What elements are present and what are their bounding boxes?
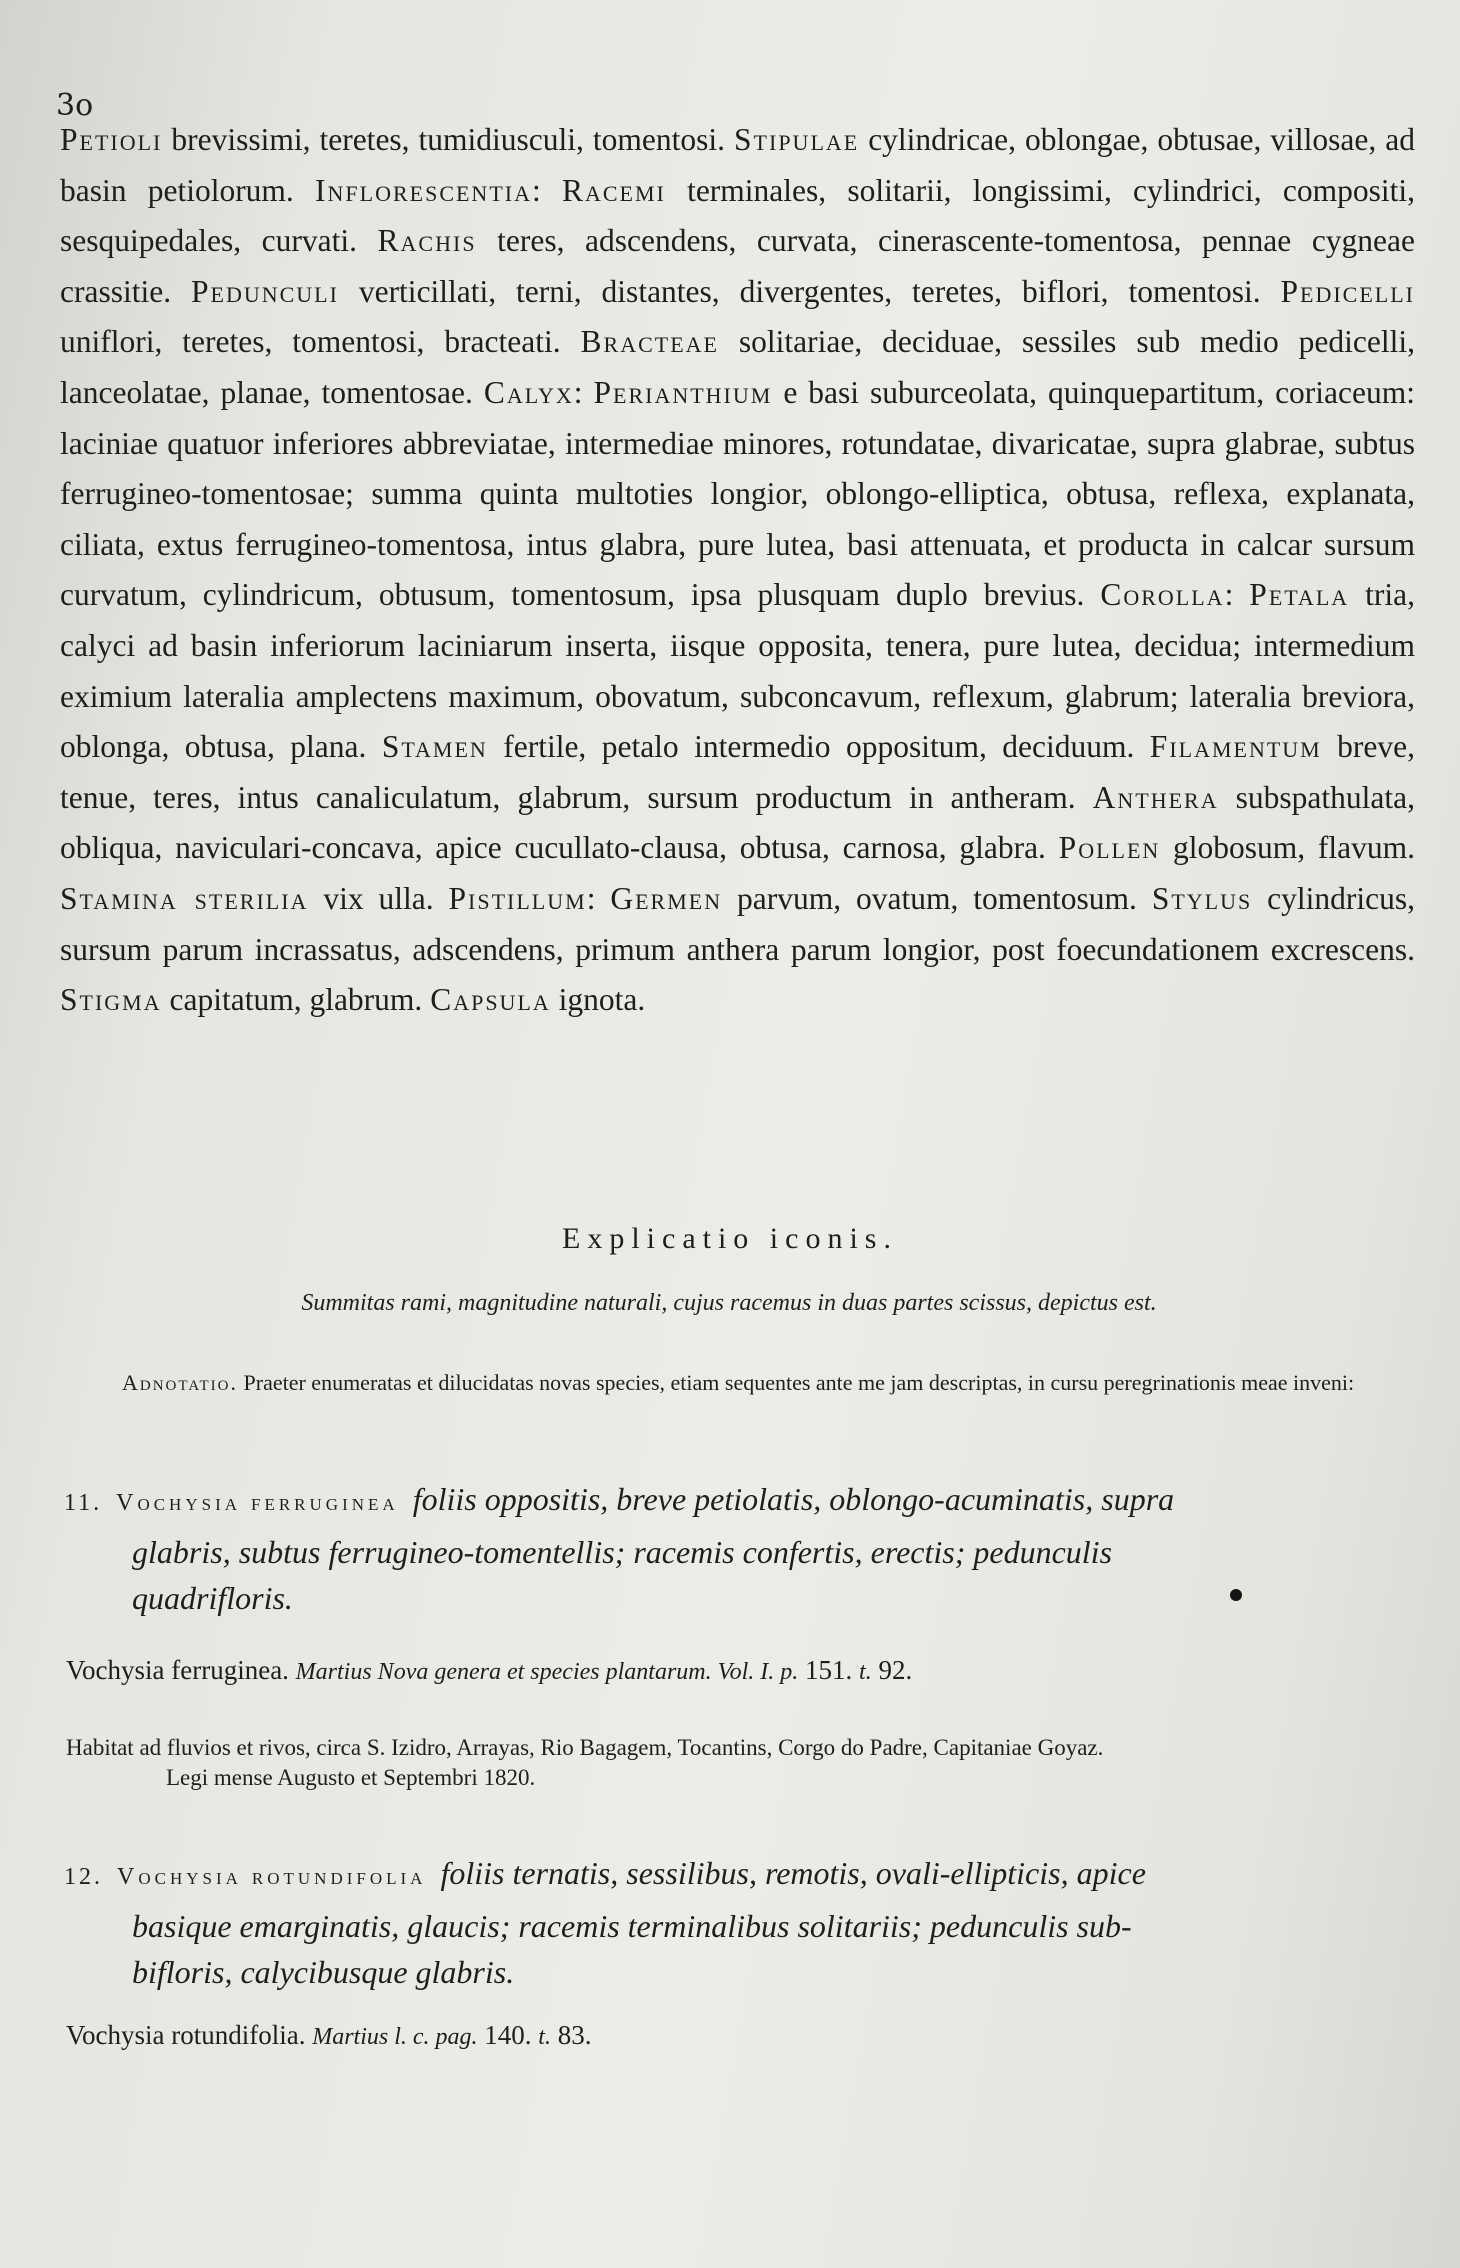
- species-diagnosis-line: foliis oppositis, breve petiolatis, oblongo-acuminatis, supra: [412, 1481, 1175, 1517]
- reference-t-label: t.: [859, 1659, 872, 1685]
- description-text: :: [1224, 577, 1250, 613]
- reference-page: 140.: [484, 2020, 532, 2050]
- description-text: capitatum, glabrum.: [161, 982, 431, 1018]
- description-text: breve, tenue, teres, intus canaliculatum, glabrum, sursum productum in antheram.: [60, 729, 1415, 815]
- description-text: fertile, petalo intermedio oppositum, deciduum.: [487, 729, 1150, 765]
- term-small-caps: Bracteae: [580, 324, 719, 360]
- page-number: 3o: [56, 88, 94, 123]
- term-small-caps: Petioli: [60, 122, 163, 157]
- annotation-lead: Adnotatio.: [122, 1370, 239, 1395]
- description-text: terminales, solitarii, longissimi, cylindrici, compositi, sesquipedales, curvati.: [60, 172, 1415, 259]
- description-text: globosum, flavum.: [1160, 830, 1415, 866]
- term-small-caps: Stigma: [60, 982, 162, 1018]
- description-text: subspathulata, obliqua, naviculari-concava, apice cucullato-clausa, obtusa, carnosa, glabra.: [60, 779, 1416, 866]
- term-small-caps: Rachis: [377, 223, 477, 259]
- annotation-paragraph: [122, 1368, 1417, 1397]
- reference-citation: Martius l. c. pag.: [312, 2024, 478, 2050]
- species-entry-11: [64, 1473, 1414, 1621]
- species-diagnosis-line: glabris, subtus ferrugineo-tomentellis; racemis confertis, erectis; pedunculis: [132, 1534, 1113, 1570]
- term-small-caps: Pistillum: [448, 880, 587, 916]
- reference-plate: 92.: [878, 1655, 913, 1685]
- term-small-caps: Filamentum: [1149, 729, 1322, 765]
- term-small-caps: Perianthium: [593, 374, 773, 410]
- reference-name: Vochysia rotundifolia.: [66, 2020, 306, 2050]
- description-text: brevissimi, teretes, tumidiusculi, tomentosi.: [162, 122, 735, 157]
- reference-page: 151.: [805, 1655, 853, 1685]
- species-entry-12: [64, 1847, 1414, 1995]
- species-name: Vochysia rotundifolia: [117, 1864, 427, 1890]
- species-reference-12: [66, 2020, 1416, 2051]
- description-text: parvum, ovatum, tomentosum.: [722, 880, 1152, 916]
- description-text: :: [531, 172, 562, 208]
- description-text: tria, calyci ad basin inferiorum laciniarum inserta, iisque opposita, tenera, pure lutea, decidua; intermedium eximium lateralia amplectens maximum, obovatum, subconcavum, reflexum, glabrum; lateralia breviora, oblonga, obtusa, plana.: [60, 577, 1415, 765]
- habitat-line: Habitat ad fluvios et rivos, circa S. Izidro, Arrayas, Rio Bagagem, Tocantins, Corgo do Padre, Capitaniae Goyaz.: [66, 1735, 1104, 1760]
- species-diagnosis-line: foliis ternatis, sessilibus, remotis, ovali-ellipticis, apice: [440, 1855, 1146, 1891]
- habitat-line: Legi mense Augusto et Septembri 1820.: [166, 1765, 536, 1790]
- species-number: 12.: [64, 1864, 103, 1890]
- description-text: cylindricus, sursum parum incrassatus, adscendens, primum anthera parum longior, post foecundationem excrescens.: [60, 880, 1415, 967]
- term-small-caps: Pedicelli: [1280, 273, 1415, 309]
- species-name: Vochysia ferruginea: [116, 1490, 399, 1516]
- term-small-caps: Anthera: [1092, 779, 1219, 815]
- habitat-paragraph: [66, 1733, 1426, 1793]
- term-small-caps: Pollen: [1058, 830, 1161, 866]
- description-paragraph: [60, 115, 1415, 1026]
- description-text: vix ulla.: [308, 880, 449, 916]
- description-text: cylindricae, oblongae, obtusae, villosae, ad basin petiolorum.: [60, 122, 1415, 208]
- term-small-caps: Capsula: [430, 982, 551, 1018]
- term-small-caps: Stipulae: [734, 122, 860, 157]
- annotation-text: Praeter enumeratas et dilucidatas novas species, etiam sequentes ante me jam descriptas, in cursu peregrinationis meae inveni:: [238, 1370, 1355, 1395]
- description-text: uniflori, teretes, tomentosi, bracteati.: [60, 324, 581, 360]
- section-heading: Explicatio iconis.: [562, 1222, 898, 1255]
- term-small-caps: Germen: [610, 880, 723, 916]
- reference-t-label: t.: [538, 2024, 551, 2050]
- description-text: e basi suburceolata, quinquepartitum, coriaceum: laciniae quatuor inferiores abbreviatae, intermediae minores, rotundatae, divaricatae, supra glabrae, subtus ferrugineo-tomentosae; summa quinta multoties longior, oblongo-elliptica, obtusa, reflexa, explanata, ciliata, extus ferrugineo-tomentosa, intus glabra, pure lutea, basi attenuata, et producta in calcar sursum curvatum, cylindricum, obtusum, tomentosum, ipsa plusquam duplo brevius.: [60, 374, 1415, 613]
- term-small-caps: Inflorescentia: [315, 172, 532, 208]
- description-text: ignota.: [550, 982, 646, 1018]
- term-small-caps: Calyx: [483, 374, 574, 410]
- ink-spot: [1230, 1589, 1242, 1601]
- term-small-caps: Corolla: [1100, 577, 1225, 613]
- reference-citation: Martius Nova genera et species plantarum. Vol. I. p.: [295, 1659, 799, 1685]
- term-small-caps: Stamina sterilia: [60, 880, 309, 916]
- description-text: teres, adscendens, curvata, cinerascente-tomentosa, pennae cygneae crassitie.: [60, 223, 1415, 309]
- description-text: :: [573, 374, 594, 410]
- description-text: :: [586, 880, 611, 916]
- term-small-caps: Racemi: [561, 172, 666, 208]
- species-reference-11: [66, 1655, 1416, 1686]
- term-small-caps: Stylus: [1151, 880, 1253, 916]
- species-diagnosis-line: bifloris, calycibusque glabris.: [132, 1954, 515, 1990]
- reference-plate: 83.: [557, 2020, 592, 2050]
- term-small-caps: Stamen: [381, 729, 488, 765]
- species-diagnosis-line: basique emarginatis, glaucis; racemis terminalibus solitariis; pedunculis sub-: [132, 1908, 1132, 1944]
- figure-caption: Summitas rami, magnitudine naturali, cujus racemus in duas partes scissus, depictus est.: [301, 1290, 1157, 1316]
- species-diagnosis-line: quadrifloris.: [132, 1580, 293, 1616]
- term-small-caps: Pedunculi: [190, 273, 339, 309]
- reference-name: Vochysia ferruginea.: [66, 1655, 289, 1685]
- description-text: solitariae, deciduae, sessiles sub medio pedicelli, lanceolatae, planae, tomentosae.: [60, 324, 1415, 410]
- species-number: 11.: [64, 1490, 103, 1516]
- term-small-caps: Petala: [1249, 577, 1350, 613]
- description-text: verticillati, terni, distantes, divergentes, teretes, biflori, tomentosi.: [338, 273, 1281, 309]
